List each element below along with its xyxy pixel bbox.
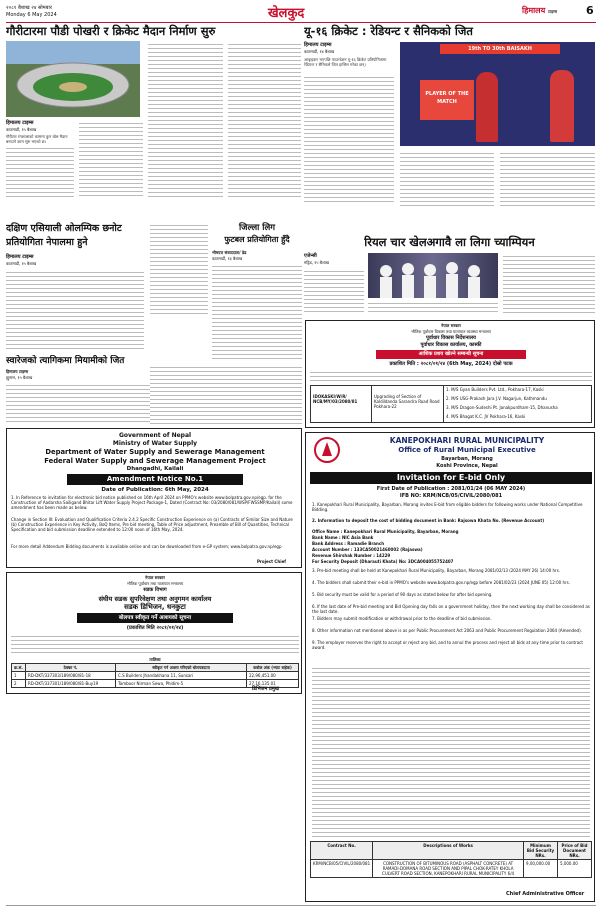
date-en: Monday 6 May 2024 xyxy=(6,12,57,18)
olympic-body-col2 xyxy=(150,222,208,314)
story1-headline: गौरीटारमा पौडी पोखरी र क्रिकेट मैदान निर्माण सुरु xyxy=(6,24,216,38)
notice4-item: 2. Information to deposit the cost of bidding document in Bank: Rajsowa Khata No. (Revenue Account) xyxy=(312,518,545,523)
notice2-sign: डिभिजन प्रमुख xyxy=(252,686,279,692)
table-header: Contract No. xyxy=(311,842,373,860)
notice4-items xyxy=(312,502,592,652)
notice2-dept: सडक विभाग xyxy=(143,587,167,593)
story6-headline: स्वारेजको त्यागिकमा मियामीको जित xyxy=(6,356,125,366)
notice3-office: पूर्वाधार विकास निर्देशनालय xyxy=(426,335,476,341)
notice3-title: आशिक प्रशय खोल्ने सम्बन्धी सूचना xyxy=(376,350,526,359)
story3-body-col1 xyxy=(304,268,364,315)
notice3-work: Upgrading of Section of Kaldildanda Sarandra Road Road Pokhara-22 xyxy=(374,394,440,409)
notice1-p2: Change in Section III: Evaluation and Qualification Criteria 2.4.2 Specific Construction Experience on (a) Contracts of Similar Size and Nature (b) Construction Experience in Key Activity, BoQ Items, Pre bid meeting, Table of Price adjustment, Preamble of Bill of Quantities, Technical Specification and bid submission deadline extended to 12:00 noon of 16th May, 2024. xyxy=(11,517,293,532)
notice4-title: Invitation for E-bid Only xyxy=(310,472,592,484)
notice1-gov: Government of Nepal xyxy=(118,432,192,439)
table-header: ठेक्का नं. xyxy=(26,664,116,672)
story5-byline: भीमदत्त संवाददाता/ डेढ xyxy=(212,250,247,255)
story2-byline: हिमालय टाइम्स xyxy=(304,42,332,48)
notice4-item: 9. The employer reserves the right to accept or reject any bid, and to annul the process and reject all bids at any time prior to contract award. xyxy=(312,640,583,650)
notice3-bidder: 1. M/S Gyan Builders Pvt. Ltd., Pokhara-17, Kaski xyxy=(446,387,544,392)
notice4-office: Office of Rural Municipal Executive xyxy=(398,446,536,454)
table-cell: RD-DKT/337301/189/080/81-Buy19 xyxy=(26,680,116,688)
notice3-ministry: भौतिक पूर्वाधार विकास तथा यातायात व्यवस्था मन्त्रालय xyxy=(411,329,491,334)
story2-body-col1 xyxy=(304,74,394,204)
table-cell: 2 xyxy=(12,680,26,688)
notice2-ministry: भौतिक पूर्वाधार तथा यातायात मन्त्रालय xyxy=(126,581,184,586)
notice2-table-wrap xyxy=(11,663,299,688)
notice3-bidder: 4. M/S Bhagat K.C. JV Pokhara-16, Kaski xyxy=(446,414,526,419)
notice3-bidder: 3. M/S Dragon-Sudeshi Pt. Janakpurdham-15, Dhanusha xyxy=(446,405,558,410)
notice1-dept: Department of Water Supply and Sewerage Management xyxy=(45,448,265,456)
table-header: Price of Bid Document NRs. xyxy=(558,842,592,860)
story-real-madrid xyxy=(304,235,595,317)
notice4-item: 6. If the last date of Pre-bid meeting and Bid Opening day falls on a government holiday, then the next working day shall be considered as the last date. xyxy=(312,604,590,614)
table-cell: 27,16,135.01 xyxy=(247,680,299,688)
notice3-gov: नेपाल सरकार xyxy=(441,323,461,328)
notice3-ref: IDOKASKI/W/R/ NCB/MY/03/2080/81 xyxy=(313,394,358,404)
story2-dateline: काठमाडौं, १४ बैशाख xyxy=(304,49,335,54)
notice-water-supply xyxy=(6,428,302,568)
brand-sub: टाइम्स xyxy=(548,9,558,14)
notice2-body-text xyxy=(11,633,299,655)
story1-dateline: काठमाडौं, १५ बैशाख xyxy=(6,127,37,132)
masthead xyxy=(6,3,596,23)
table-header: स्वीकृत गर्न आशय गरिएको बोलपत्रदाता xyxy=(116,664,247,672)
league-body-bottom xyxy=(150,364,302,425)
story-gauritar xyxy=(6,24,301,200)
story3-body-col3 xyxy=(503,253,595,315)
notice4-date: First Date of Publication : 2081/01/24 (06 MAY 2024) xyxy=(376,486,526,492)
notice4-item: Office Name : Kanepokhari Rural Municipality, Bayarban, Morang xyxy=(312,529,459,534)
story5-headline-l2: फुटबल प्रतियोगिता हुँदै xyxy=(224,235,290,244)
story5-body xyxy=(212,263,302,362)
table-cell: C.S Builders Jhandakhana 11, Sunsari xyxy=(116,672,247,680)
table-cell: 1 xyxy=(12,672,26,680)
story3-byline: एजेन्सी xyxy=(304,253,317,259)
table-header-row xyxy=(311,842,592,860)
notice4-item: Bank Address : Ramadie Branch xyxy=(312,541,385,546)
notice4-item: Bank Name : NIC Asia Bank xyxy=(312,535,374,540)
notice1-p1: 1. In Reference to invitation for electronic bid notice published on 16th April 2024 on PPMO's website www.bolpatra.gov.np/egp. for the Construction of Aadarsha Sailigand Bhitar Lift Water Supply Project Package-1, Dated (Contract No: 03/2080/081/WSP/FWSSMP/Kailali) some amendment has been made as below. xyxy=(11,495,293,510)
player-figure-left xyxy=(476,72,498,142)
notice1-title: Amendment Notice No.1 xyxy=(67,474,243,485)
story3-dateline: मड्रिड, १५ बैशाख xyxy=(304,260,329,265)
team-photo xyxy=(368,253,498,298)
story3-headline: रियल चार खेलअगावै ला लिगा च्याम्पियन xyxy=(364,235,535,249)
story2-body-col2 xyxy=(400,150,494,206)
story4-headline-l2: प्रतियोगिता नेपालमा हुने xyxy=(6,237,88,248)
notice4-item: 1. Kanepokhari Rural Municipality, Bayarban, Morang invites E-bid from eligible bidders for following works under National Competitive Bidding. xyxy=(312,502,583,512)
cricket-photo xyxy=(400,42,595,146)
notice2-title: बोलपत्र स्वीकृत गर्ने आशयको सूचना xyxy=(77,613,233,623)
notice4-item: 3. Pre-bid meeting shall be held at Kanepokhari Rural Municipality, Bayarban, Morang 2081/02/13 (2024 MAY 26) 14:00 hrs. xyxy=(312,568,561,573)
story1-byline: हिमालय टाइम्स xyxy=(6,120,34,126)
story6-dateline: ह्युस्टन, १५ बैशाख xyxy=(6,375,33,380)
notice-road-dhankuta xyxy=(6,572,302,694)
notice4-ifb: IFB NO: KRM/NCB/05/CIVIL/2080/081 xyxy=(399,493,503,499)
table-cell: 22,96,451.00 xyxy=(247,672,299,680)
notice3-date: प्रकाशित मिति : २०८१/०१/२४ (6th May, 2024) दोस्रो पटक xyxy=(389,361,513,367)
table-cell: 5,000.00 xyxy=(558,860,592,878)
notice3-body-text xyxy=(310,369,592,383)
emblem-icon xyxy=(314,437,340,463)
notice4-item: 8. Other information not mentioned above is as per Public Procurement Act 2063 and Public Procurement Regulation 2064 (Amended). xyxy=(312,628,582,633)
story1-body-col3 xyxy=(148,41,223,199)
notice2-place: सडक डिभिजन, धनकुटा xyxy=(124,603,186,611)
story-district-league xyxy=(212,222,302,362)
story-u16 xyxy=(304,24,595,234)
notice1-date: Date of Publication: 6th May, 2024 xyxy=(101,487,209,493)
notice4-table-wrap xyxy=(310,841,592,878)
notice1-ministry: Ministry of Water Supply xyxy=(112,440,198,447)
award-board: PLAYER OF THE MATCH xyxy=(420,80,474,120)
notice2-office: संघीय सडक सुपरिवेक्षण तथा अनुगमन कार्यालय xyxy=(98,595,212,603)
date-ne: २०८१ बैशाख २४ सोमबार xyxy=(6,5,52,11)
table-header: क्र.सं. xyxy=(12,664,26,672)
story5-dateline: काठमाडौं, १३ बैशाख xyxy=(212,256,243,261)
story2-lead: आकृइवार भएपछि फाउन्डेशन यू-१६ क्रिकेट प्रतियोगितामा रेडियन्ट र सैनिकले जित हासिल गरेका छन्। xyxy=(304,57,387,67)
notice4-item: Account Number : 133CA50021460002 (Rajaswa) xyxy=(312,547,423,552)
table-row xyxy=(12,672,299,680)
table-header-row xyxy=(12,664,299,672)
notice4-item: 5. Bid security must be valid for a period of 90 days as stated below for after bid opening. xyxy=(312,592,493,597)
story1-body-col2 xyxy=(79,120,143,199)
player-figure-right xyxy=(550,70,574,142)
story2-body-col3 xyxy=(500,150,595,206)
footer-rule xyxy=(6,905,596,906)
story4-byline: हिमालय टाइम्स xyxy=(6,254,34,260)
table-row xyxy=(311,860,592,878)
notice3-bidder: 2. M/S USG-Prakash Jara J.V. Nagarjun, Kathmandu xyxy=(446,396,547,401)
notice3-table xyxy=(310,385,592,423)
notice4-item: 7. Bidders may submit modification or withdrawal prior to the deadline of bid submission. xyxy=(312,616,492,621)
notice4-table xyxy=(310,841,592,878)
story1-body-col1 xyxy=(6,145,74,199)
table-cell: CONSTRUCTION OF BITUMINOUS ROAD (ASPHALT CONCRETE) AT RAMADI-DOMANA ROAD SECTION AND PIPAL CHOK-RATEY KHOLA CULVERT ROAD SECTION, KANEPOKHARI RURAL MUNICIPALITY 6/4 xyxy=(373,860,524,878)
notice1-office: Dhangadhi, Kailali xyxy=(126,466,184,472)
table-header: कबोल अंक (भ्याट बाहेक) xyxy=(247,664,299,672)
notice4-item: 4. The bidders shall submit their e-bid in PPMO's website www.bolpatra.gov.np/egp before 2081/02/23 (2024 JUNE 05) 12:00 hrs. xyxy=(312,580,571,585)
stadium-photo xyxy=(6,41,140,117)
story3-body-col2 xyxy=(368,300,498,315)
notice4-item: Revenue Shirshak Number : 14229 xyxy=(312,553,391,558)
notice2-table-title: तालिका xyxy=(149,657,161,662)
story1-body-col4 xyxy=(228,41,301,199)
notice4-province: Koshi Province, Nepal xyxy=(436,463,498,469)
page-number: 6 xyxy=(586,4,594,17)
story1-lead: गौरीटार रंगशालाको काममा कुन खेल मैदान बनाउने काम सुरु भएको छ। xyxy=(6,134,68,144)
table-cell: 9,00,000.00 xyxy=(524,860,558,878)
notice2-date: (प्रकाशित मिति २०८१/०१/२४) xyxy=(126,625,184,631)
notice-kanepokhari xyxy=(305,432,595,902)
notice1-p3: For more detail Addendum Bidding documents is available online and can be downloaded from e-GP system; www.bolpatra.gov.np/egp xyxy=(11,544,282,549)
notice-kaski xyxy=(305,320,595,428)
notice3-unit: पूर्वाधार विकास कार्यालय, कास्की xyxy=(420,342,482,348)
story4-dateline: काठमाडौं, १५ बैशाख xyxy=(6,261,37,266)
notice4-name: KANEPOKHARI RURAL MUNICIPALITY xyxy=(389,436,545,445)
table-header: Descriptions of Works xyxy=(373,842,524,860)
story6-byline: हिमालय टाइम्स xyxy=(6,369,29,374)
notice4-body-text xyxy=(312,665,590,837)
story4-headline-l1: दक्षिण एसियाली ओलम्पिक छनोट xyxy=(6,223,122,234)
table-cell: KRM/NCB/05/CIVIL/2080/081 xyxy=(311,860,373,878)
brand-logo xyxy=(522,5,557,16)
section-title: खेलकुद xyxy=(268,6,305,21)
table-cell: RD-DKT/337303/189/080/81-18 xyxy=(26,672,116,680)
notice2-gov: नेपाल सरकार xyxy=(145,575,165,580)
notice4-sign: Chief Administrative Officer xyxy=(506,891,585,897)
brand-name: हिमालय xyxy=(522,6,546,15)
story5-headline-l1: जिल्ला लिग xyxy=(238,223,276,233)
photo-banner: 19th TO 30th BAISAKH xyxy=(440,44,560,54)
story4-body xyxy=(6,269,144,352)
table-header: Minimum Bid Security NRs. xyxy=(524,842,558,860)
story2-headline: यू-१६ क्रिकेट : रेडियन्ट र सैनिकको जित xyxy=(304,24,473,38)
notice1-sign: Project Chief xyxy=(257,559,287,564)
notice2-table xyxy=(11,663,299,688)
table-cell: Tamboor Nirman Sewa, Phidim-5 xyxy=(116,680,247,688)
notice1-project: Federal Water Supply and Sewerage Management Project xyxy=(44,457,266,465)
notice4-item: For Security Deposit (Dharauti Khata) No: 3DCA004055752407 xyxy=(312,559,454,564)
notice4-place: Bayarban, Morang xyxy=(441,456,493,462)
story-olympic xyxy=(6,222,146,352)
